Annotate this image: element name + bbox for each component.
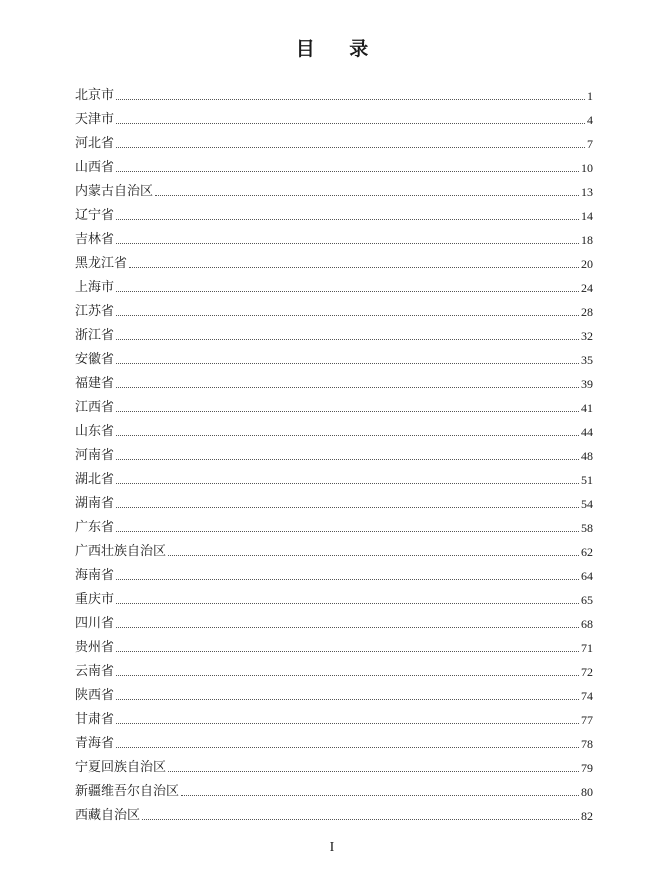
toc-entry-label: 重庆市 bbox=[75, 592, 115, 607]
toc-entry[interactable] bbox=[75, 512, 593, 536]
toc-entry-page: 68 bbox=[581, 617, 593, 631]
toc-entry[interactable] bbox=[75, 176, 593, 200]
toc-entry-label: 山东省 bbox=[75, 424, 115, 439]
toc-entry[interactable] bbox=[75, 680, 593, 704]
toc-entry[interactable] bbox=[75, 80, 593, 104]
toc-entry-label: 上海市 bbox=[75, 280, 115, 295]
toc-entry[interactable] bbox=[75, 440, 593, 464]
dot-leader bbox=[116, 99, 585, 100]
dot-leader bbox=[116, 171, 579, 172]
dot-leader bbox=[116, 723, 579, 724]
toc-entry-label: 安徽省 bbox=[75, 352, 115, 367]
dot-leader bbox=[116, 219, 579, 220]
toc-entry-page: 82 bbox=[581, 809, 593, 823]
dot-leader bbox=[155, 195, 579, 196]
toc-entry-page: 14 bbox=[581, 209, 593, 223]
dot-leader bbox=[116, 147, 585, 148]
toc-entry-label: 浙江省 bbox=[75, 328, 115, 343]
toc-entry-label: 湖北省 bbox=[75, 472, 115, 487]
toc-entry-label: 广东省 bbox=[75, 520, 115, 535]
toc-entry-label: 辽宁省 bbox=[75, 208, 115, 223]
toc-entry-label: 广西壮族自治区 bbox=[75, 544, 167, 559]
toc-entry[interactable] bbox=[75, 536, 593, 560]
toc-entry-label: 云南省 bbox=[75, 664, 115, 679]
toc-entry-label: 内蒙古自治区 bbox=[75, 184, 154, 199]
toc-entry-page: 62 bbox=[581, 545, 593, 559]
toc-entry-label: 天津市 bbox=[75, 112, 115, 127]
dot-leader bbox=[181, 795, 579, 796]
toc-entry-page: 1 bbox=[587, 89, 593, 103]
dot-leader bbox=[116, 123, 585, 124]
toc-entry-label: 湖南省 bbox=[75, 496, 115, 511]
dot-leader bbox=[116, 435, 579, 436]
dot-leader bbox=[129, 267, 579, 268]
dot-leader bbox=[168, 771, 579, 772]
toc-entry-page: 4 bbox=[587, 113, 593, 127]
dot-leader bbox=[116, 699, 579, 700]
page-title: 目 录 bbox=[295, 38, 383, 60]
toc-entry[interactable] bbox=[75, 104, 593, 128]
dot-leader bbox=[116, 531, 579, 532]
toc-entry-page: 18 bbox=[581, 233, 593, 247]
toc-entry[interactable] bbox=[75, 128, 593, 152]
toc-entry[interactable] bbox=[75, 368, 593, 392]
toc-entry-label: 宁夏回族自治区 bbox=[75, 760, 167, 775]
toc-entry-label: 北京市 bbox=[75, 88, 115, 103]
toc-entry[interactable] bbox=[75, 416, 593, 440]
toc-entry[interactable] bbox=[75, 560, 593, 584]
toc-entry-page: 13 bbox=[581, 185, 593, 199]
toc-entry-page: 20 bbox=[581, 257, 593, 271]
toc-entry[interactable] bbox=[75, 632, 593, 656]
toc-entry-label: 四川省 bbox=[75, 616, 115, 631]
toc-entry[interactable] bbox=[75, 464, 593, 488]
toc-entry-label: 山西省 bbox=[75, 160, 115, 175]
dot-leader bbox=[116, 363, 579, 364]
toc-entry-label: 甘肃省 bbox=[75, 712, 115, 727]
dot-leader bbox=[116, 507, 579, 508]
toc-entry-label: 黑龙江省 bbox=[75, 256, 128, 271]
toc-entry-label: 海南省 bbox=[75, 568, 115, 583]
toc-entry[interactable] bbox=[75, 248, 593, 272]
toc-entry-label: 青海省 bbox=[75, 736, 115, 751]
dot-leader bbox=[116, 747, 579, 748]
toc-entry[interactable] bbox=[75, 200, 593, 224]
dot-leader bbox=[116, 579, 579, 580]
dot-leader bbox=[116, 483, 579, 484]
toc-entry-page: 54 bbox=[581, 497, 593, 511]
toc-entry-page: 64 bbox=[581, 569, 593, 583]
toc-entry-page: 44 bbox=[581, 425, 593, 439]
toc-entry-page: 79 bbox=[581, 761, 593, 775]
dot-leader bbox=[116, 603, 579, 604]
toc-entry-label: 新疆维吾尔自治区 bbox=[75, 784, 180, 799]
toc-entry-page: 78 bbox=[581, 737, 593, 751]
toc-entry[interactable] bbox=[75, 584, 593, 608]
toc-entry[interactable] bbox=[75, 656, 593, 680]
toc-entry-label: 河南省 bbox=[75, 448, 115, 463]
dot-leader bbox=[116, 411, 579, 412]
toc-entry[interactable] bbox=[75, 392, 593, 416]
toc-entry[interactable] bbox=[75, 272, 593, 296]
toc-entry-page: 65 bbox=[581, 593, 593, 607]
toc-entry-page: 48 bbox=[581, 449, 593, 463]
toc-entry[interactable] bbox=[75, 800, 593, 824]
toc-entry-page: 74 bbox=[581, 689, 593, 703]
dot-leader bbox=[116, 459, 579, 460]
dot-leader bbox=[116, 387, 579, 388]
toc-entry-page: 72 bbox=[581, 665, 593, 679]
dot-leader bbox=[116, 291, 579, 292]
toc-entry-page: 58 bbox=[581, 521, 593, 535]
page-number: I bbox=[329, 840, 335, 855]
dot-leader bbox=[168, 555, 579, 556]
toc-entry[interactable] bbox=[75, 704, 593, 728]
toc-entry-label: 陕西省 bbox=[75, 688, 115, 703]
toc-entry-label: 西藏自治区 bbox=[75, 808, 141, 823]
toc-entry-page: 10 bbox=[581, 161, 593, 175]
toc-entry-page: 32 bbox=[581, 329, 593, 343]
dot-leader bbox=[142, 819, 579, 820]
toc-entry[interactable] bbox=[75, 728, 593, 752]
toc-entry-page: 28 bbox=[581, 305, 593, 319]
toc-entry-label: 河北省 bbox=[75, 136, 115, 151]
toc-entry-page: 24 bbox=[581, 281, 593, 295]
toc-entry-label: 贵州省 bbox=[75, 640, 115, 655]
toc-entry[interactable] bbox=[75, 152, 593, 176]
toc-entry-page: 77 bbox=[581, 713, 593, 727]
dot-leader bbox=[116, 651, 579, 652]
toc-entry[interactable] bbox=[75, 344, 593, 368]
toc-entry-page: 7 bbox=[587, 137, 593, 151]
table-of-contents bbox=[75, 80, 593, 824]
toc-entry-page: 71 bbox=[581, 641, 593, 655]
toc-entry-label: 江苏省 bbox=[75, 304, 115, 319]
dot-leader bbox=[116, 315, 579, 316]
toc-entry-label: 福建省 bbox=[75, 376, 115, 391]
toc-entry[interactable] bbox=[75, 776, 593, 800]
toc-entry[interactable] bbox=[75, 320, 593, 344]
toc-entry-page: 41 bbox=[581, 401, 593, 415]
toc-entry[interactable] bbox=[75, 224, 593, 248]
dot-leader bbox=[116, 243, 579, 244]
toc-entry-page: 80 bbox=[581, 785, 593, 799]
toc-entry[interactable] bbox=[75, 608, 593, 632]
dot-leader bbox=[116, 627, 579, 628]
toc-entry-page: 51 bbox=[581, 473, 593, 487]
toc-entry-label: 江西省 bbox=[75, 400, 115, 415]
toc-entry-page: 39 bbox=[581, 377, 593, 391]
toc-entry[interactable] bbox=[75, 296, 593, 320]
dot-leader bbox=[116, 339, 579, 340]
toc-entry-label: 吉林省 bbox=[75, 232, 115, 247]
toc-entry-page: 35 bbox=[581, 353, 593, 367]
toc-entry[interactable] bbox=[75, 488, 593, 512]
dot-leader bbox=[116, 675, 579, 676]
toc-entry[interactable] bbox=[75, 752, 593, 776]
